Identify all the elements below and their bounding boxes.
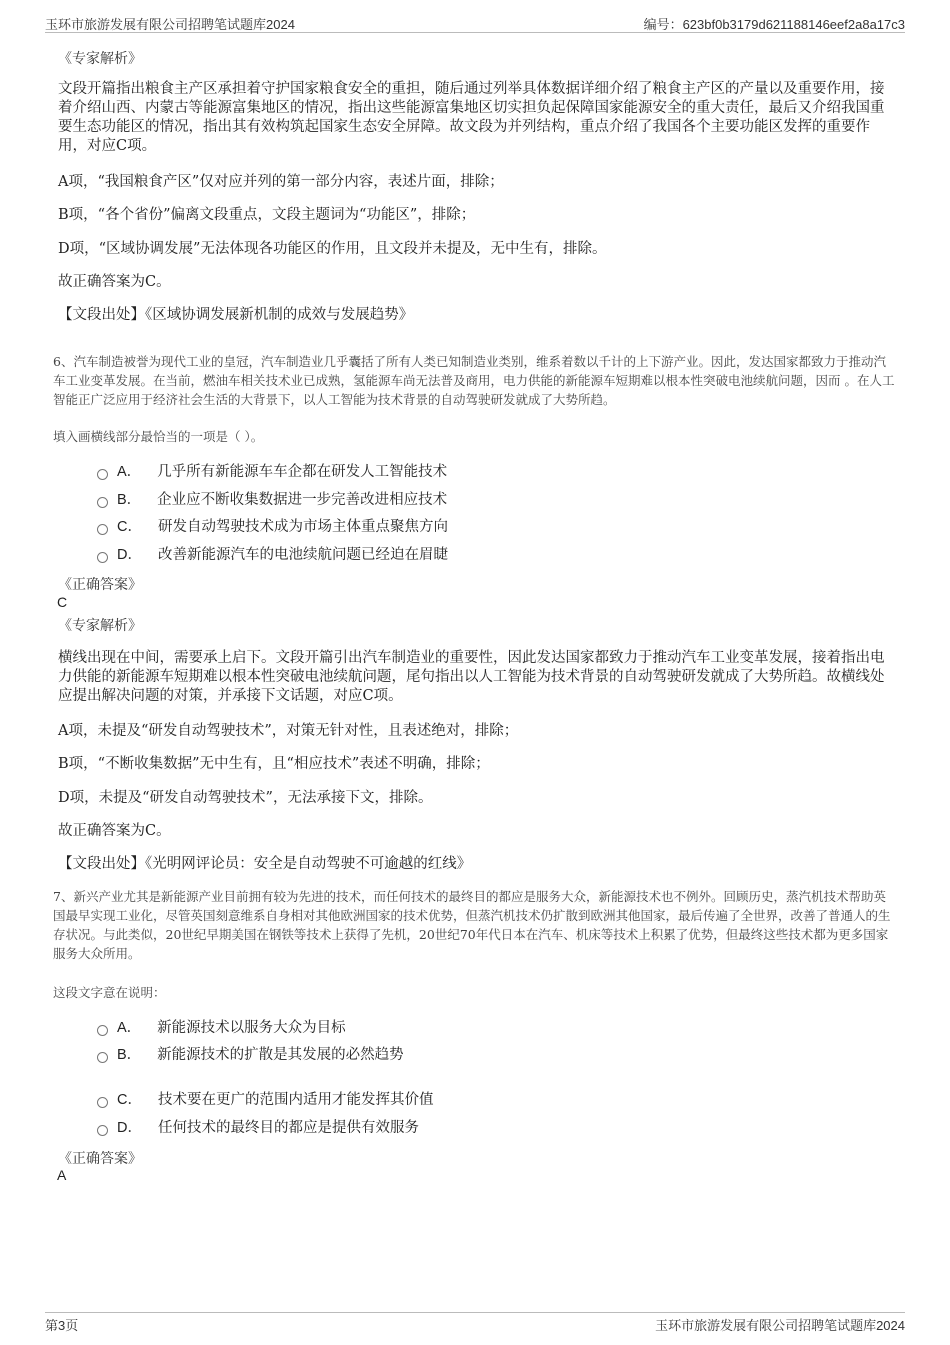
q6-source: 【文段出处】《光明网评论员：安全是自动驾驶不可逾越的红线》: [58, 856, 472, 872]
q5-analysis-label: 《专家解析》: [58, 51, 142, 67]
q6-answer: C: [57, 594, 68, 610]
option-text: 新能源技术以服务大众为目标: [157, 1019, 346, 1036]
radio-icon[interactable]: [97, 524, 108, 535]
option-letter: B．: [117, 491, 142, 508]
q7-option-c[interactable]: [97, 1088, 433, 1108]
q7-option-a[interactable]: [97, 1016, 346, 1036]
q6-analysis-option-b: B项，“不断收集数据”无中生有，且“相应技术”表述不明确，排除；: [58, 756, 490, 772]
q7-option-d[interactable]: [97, 1116, 419, 1136]
option-letter: D．: [117, 546, 142, 563]
radio-icon[interactable]: [97, 1052, 108, 1063]
option-letter: C．: [117, 518, 142, 535]
option-letter: C．: [117, 1091, 142, 1108]
option-text: 新能源技术的扩散是其发展的必然趋势: [157, 1046, 404, 1063]
q6-conclusion: 故正确答案为C。: [58, 823, 171, 839]
q5-analysis-option-a: A项，“我国粮食产区”仅对应并列的第一部分内容，表述片面，排除；: [58, 174, 504, 190]
q7-answer-label: 《正确答案》: [58, 1151, 142, 1167]
footer-title: 玉环市旅游发展有限公司招聘笔试题库2024: [655, 1318, 905, 1333]
option-letter: B．: [117, 1046, 142, 1063]
q6-option-b[interactable]: [97, 488, 447, 508]
q6-option-d[interactable]: [97, 543, 448, 563]
radio-icon[interactable]: [97, 1097, 108, 1108]
q5-analysis-option-b: B项，“各个省份”偏离文段重点，文段主题词为“功能区”，排除；: [58, 207, 476, 223]
q5-source: 【文段出处】《区域协调发展新机制的成效与发展趋势》: [58, 307, 414, 323]
q7-prompt: 这段文字意在说明：: [53, 985, 166, 1000]
radio-icon[interactable]: [97, 469, 108, 480]
option-text: 企业应不断收集数据进一步完善改进相应技术: [157, 491, 448, 508]
option-text: 几乎所有新能源车车企都在研发人工智能技术: [157, 463, 448, 480]
page-number: 第3页: [45, 1318, 79, 1333]
option-letter: A．: [117, 463, 142, 480]
q6-analysis-option-a: A项，未提及“研发自动驾驶技术”，对策无针对性，且表述绝对，排除；: [58, 723, 519, 739]
q6-analysis-label: 《专家解析》: [58, 618, 142, 634]
page-header: [45, 14, 905, 33]
radio-icon[interactable]: [97, 1025, 108, 1036]
q5-analysis-option-d: D项，“区域协调发展”无法体现各功能区的作用，且文段并未提及，无中生有，排除。: [58, 241, 607, 257]
q6-prompt: 填入画横线部分最恰当的一项是（ ）。: [53, 429, 264, 444]
option-text: 任何技术的最终目的都应是提供有效服务: [157, 1119, 419, 1136]
q6-answer-label: 《正确答案》: [58, 577, 142, 593]
header-title: 玉环市旅游发展有限公司招聘笔试题库2024: [45, 17, 295, 32]
q6-analysis-option-d: D项，未提及“研发自动驾驶技术”，无法承接下文，排除。: [58, 790, 433, 806]
q6-option-c[interactable]: [97, 515, 448, 535]
q5-conclusion: 故正确答案为C。: [58, 274, 171, 290]
q7-question-text: 7、新兴产业尤其是新能源产业目前拥有较为先进的技术，而任何技术的最终目的都应是服务大众，新能源技术也不例外。回顾历史，蒸汽机技术帮助英国最早实现工业化，尽管英国刻意维系自身相对其他欧洲国家的技术优势，但蒸汽机技术仍扩散到欧洲其他国家，最后传遍了全世界，改善了普通人的生存状况。与此类似，20世纪早期美国在钢铁等技术上获得了先机，20世纪70年代日本在汽车、机床等技术上积累了优势，但最终这些技术都为更多国家服务大众所用。: [53, 889, 891, 961]
option-letter: D．: [117, 1119, 142, 1136]
q7-answer: A: [57, 1167, 67, 1183]
q7-option-b[interactable]: [97, 1043, 404, 1063]
q6-option-a[interactable]: [97, 460, 447, 480]
q6-question-text: 6、汽车制造被誉为现代工业的皇冠，汽车制造业几乎囊括了所有人类已知制造业类别，维系着数以千计的上下游产业。因此，发达国家都致力于推动汽车工业变革发展。在当前，燃油车相关技术业已成熟，氢能源车尚无法普及商用，电力供能的新能源车短期难以根本性突破电池续航问题，因而 。在人工智能正广泛应用于经济社会生活的大背景下，以人工智能为技术背景的自动驾驶研发就成了大势所趋。: [53, 354, 895, 407]
radio-icon[interactable]: [97, 552, 108, 563]
header-serial-number: 编号：623bf0b3179d621188146eef2a8a17c3: [643, 17, 905, 32]
q6-analysis-text: 横线出现在中间，需要承上启下。文段开篇引出汽车制造业的重要性，因此发达国家都致力于推动汽车工业变革发展，接着指出电力供能的新能源车短期难以根本性突破电池续航问题，尾句指出以人工智能为技术背景的自动驾驶研发就成了大势所趋。故横线处应提出解决问题的对策，并承接下文话题，对应C项。: [58, 650, 885, 704]
radio-icon[interactable]: [97, 497, 108, 508]
option-letter: A．: [117, 1019, 142, 1036]
radio-icon[interactable]: [97, 1125, 108, 1136]
q5-analysis-text: 文段开篇指出粮食主产区承担着守护国家粮食安全的重担，随后通过列举具体数据详细介绍了粮食主产区的产量以及重要作用，接着介绍山西、内蒙古等能源富集地区的情况，指出这些能源富集地区切实担负起保障国家能源安全的重大责任，最后又介绍我国重要生态功能区的情况，指出其有效构筑起国家生态安全屏障。故文段为并列结构，重点介绍了我国各个主要功能区发挥的重要作用，对应C项。: [58, 81, 885, 154]
option-text: 技术要在更广的范围内适用才能发挥其价值: [157, 1091, 434, 1108]
option-text: 研发自动驾驶技术成为市场主体重点聚焦方向: [157, 518, 448, 535]
page-footer: [45, 1312, 905, 1333]
option-text: 改善新能源汽车的电池续航问题已经迫在眉睫: [157, 546, 448, 563]
